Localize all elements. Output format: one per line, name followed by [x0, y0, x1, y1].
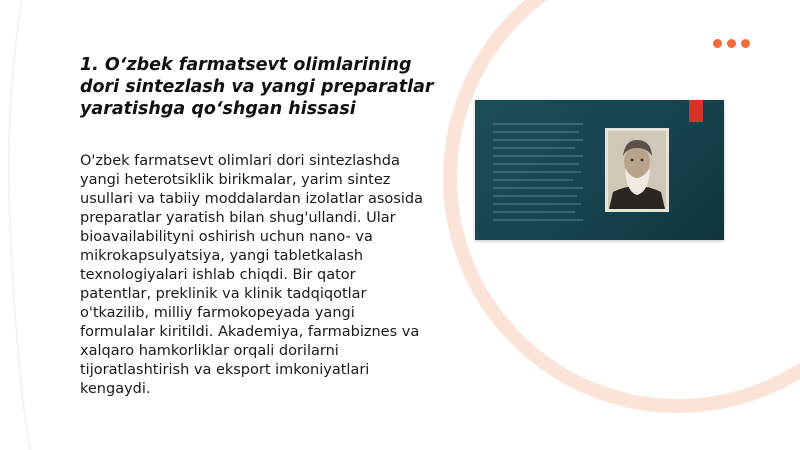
dot-icon [713, 39, 722, 48]
faint-text-lines [493, 124, 583, 220]
portrait-illustration [475, 100, 724, 240]
dot-icon [727, 39, 736, 48]
left-edge-curve [9, 0, 30, 450]
red-marker [689, 100, 703, 122]
menu-dots-icon [713, 39, 750, 48]
slide-title: 1. O‘zbek farmatsevt olimlarining dori sintezlash va yangi preparatlar yaratishga qo‘shgan hissasi [80, 55, 434, 119]
dot-icon [741, 39, 750, 48]
slide-body-text: O'zbek farmatsevt olimlari dori sintezlashda yangi heterotsiklik birikmalar, yarim sintez usullari va tabiiy moddalardan izolatlar asosida preparatlar yaratish bilan shug'ullandi. Ular bioavailabilityni oshirish uchun nano- va mikrokapsulyatsiya, yangi tabletkalash texnologiyalari ishlab chiqdi. Bir qator patentlar, preklinik va klinik tadqiqotlar o'tkazilib, milliy farmokopeyada yangi formulalar kiritildi. Akademiya, farmabiznes va xalqaro hamkorliklar orqali dorilarni tijoratlashtirish va eksport imkoniyatlari kengaydi. [80, 153, 423, 397]
portrait-image [475, 100, 724, 240]
